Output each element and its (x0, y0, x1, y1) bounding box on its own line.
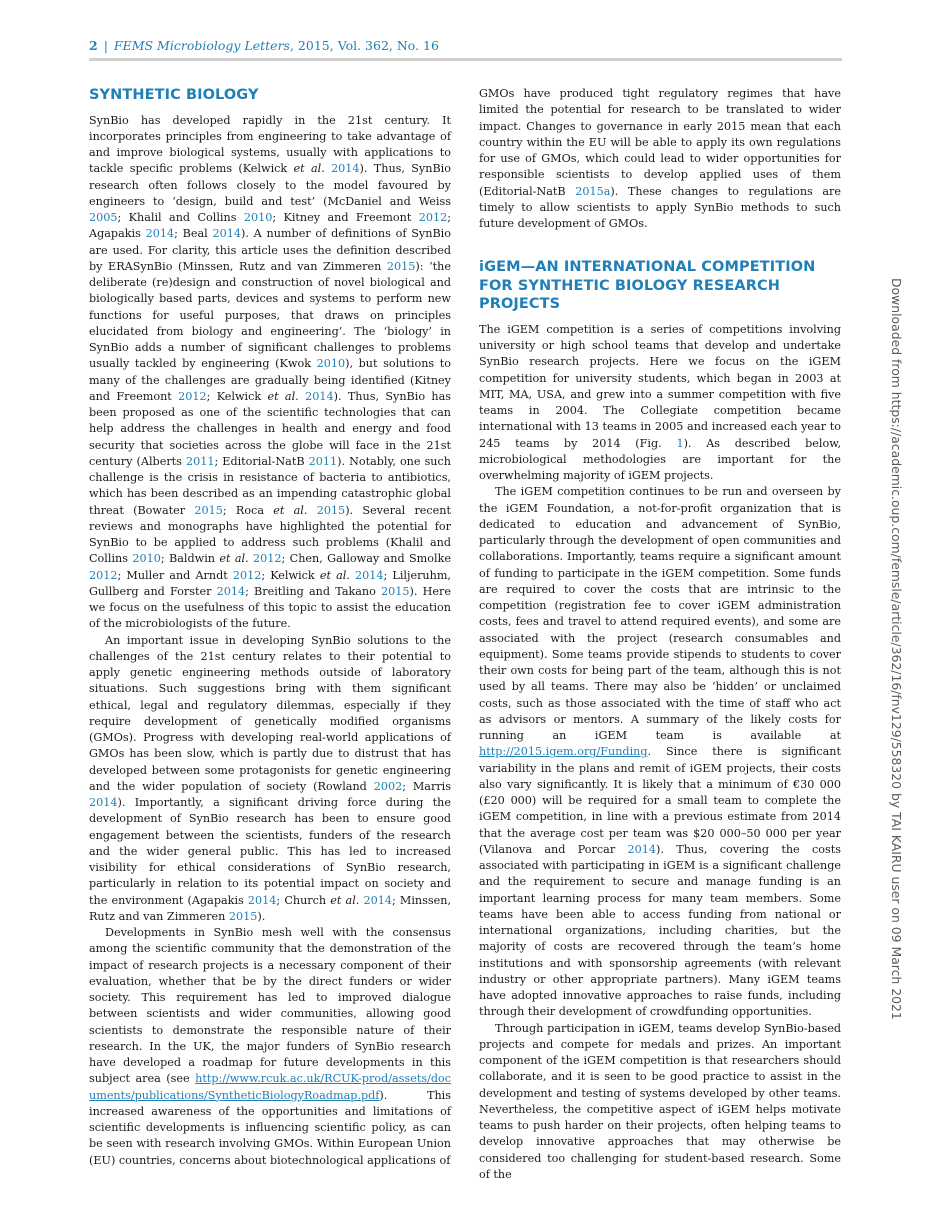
citation-link[interactable]: 2015 (381, 584, 410, 598)
paragraph: SynBio has developed rapidly in the 21st century. It incorporates principles from engineering to take advantage of and improve biological systems, usually with applications to tackle specific problems (Kelwick et al. 2014). Thus, SynBio research often follows closely to the model favoured by engineers to ‘design, build and test’ (McDaniel and Weiss 2005; Khalil and Collins 2010; Kitney and Freemont 2012; Agapakis 2014; Beal 2014). A number of definitions of SynBio are used. For clarity, this article uses the definition described by ERASynBio (Minssen, Rutz and van Zimmeren 2015): ‘the deliberate (re)design and construction of novel biological and biologically based parts, devices and systems to perform new functions for useful purposes, that draws on principles elucidated from biology and engineering’. The ‘biology’ in SynBio adds a number of significant challenges to problems usually tackled by engineering (Kwok 2010), but solutions to many of the challenges are gradually being identified (Kitney and Freemont 2012; Kelwick et al. 2014). Thus, SynBio has been proposed as one of the scientific technologies that can help address the challenges in health and energy and food security that societies across the globe will face in the 21st century (Alberts 2011; Editorial-NatB 2011). Notably, one such challenge is the crisis in resistance of bacteria to antibiotics, which has been described as an impending catastrophic global threat (Bowater 2015; Roca et al. 2015). Several recent reviews and monographs have highlighted the potential for SynBio to be applied to address such problems (Khalil and Collins 2010; Baldwin et al. 2012; Chen, Galloway and Smolke 2012; Muller and Arndt 2012; Kelwick et al. 2014; Liljeruhm, Gullberg and Forster 2014; Breitling and Takano 2015). Here we focus on the usefulness of this topic to assist the education of the microbiologists of the future. (89, 113, 452, 631)
journal-name: FEMS Microbiology Letters (113, 38, 290, 53)
paragraph: Through participation in iGEM, teams develop SynBio-based projects and compete for medals and prizes. An important component of the iGEM competition is that researchers should collaborate, and it is seen to be good practice to assist in the development and testing of systems developed by other teams. Nevertheless, the competitive aspect of iGEM helps motivate teams to push harder on their projects, often helping teams to develop innovative approaches that may otherwise be considered too challenging for student-based research. Some of the (479, 1021, 841, 1181)
citation-link[interactable]: 2014 (305, 389, 334, 403)
citation-link[interactable]: 2005 (89, 211, 118, 224)
section-heading-synthetic-biology: SYNTHETIC BIOLOGY (89, 87, 259, 103)
page-number: 2 (89, 38, 98, 53)
running-head (89, 38, 439, 53)
citation-link[interactable]: 2014 (331, 162, 360, 176)
download-note: Downloaded from https://academic.oup.com/femsle/article/362/16/fnv129/558320 by TAI KAIRU user on 09 March 2021 (889, 278, 904, 1020)
figure-link[interactable]: 1 (676, 436, 684, 450)
citation-link[interactable]: 2015a (575, 184, 611, 198)
citation-link[interactable]: 2014 (363, 893, 392, 907)
citation-link[interactable]: 2014 (627, 842, 656, 856)
citation-link[interactable]: 2011 (185, 454, 215, 468)
citation-link[interactable]: 2012 (232, 568, 262, 582)
citation-link[interactable]: 2010 (132, 552, 161, 566)
citation-link[interactable]: 2011 (308, 454, 338, 468)
citation-link[interactable]: 2012 (253, 552, 282, 566)
citation-link[interactable]: 2014 (212, 227, 241, 241)
citation-link[interactable]: 2014 (355, 568, 384, 582)
paragraph: An important issue in developing SynBio solutions to the challenges of the 21st century relates to their potential to apply genetic engineering methods outside of laboratory situations. Such suggestions bring with them significant ethical, legal and regulatory dilemmas, especially if they require development of genetically modified organisms (GMOs). Progress with developing real-world applications of GMOs has been slow, which is partly due to distrust that has developed between some protagonists for genetic engineering and the wider population of society (Rowland 2002; Marris 2014). Importantly, a significant driving force during the development of SynBio research has been to ensure good engagement between the scientists, funders of the research and the wider general public. This has led to increased visibility for ethical considerations of SynBio research, particularly in relation to its potential impact on society and the environment (Agapakis 2014; Church et al. 2014; Minssen, Rutz and van Zimmeren 2015). (89, 633, 452, 923)
paragraph: Developments in SynBio mesh well with the consensus among the scientific community that the demonstration of the impact of research projects is a necessary component of their evaluation, whether that be by the direct funders or wider society. This requirement has led to improved dialogue between scientists and wider communities, allowing good scientists to demonstrate the responsible nature of their research. In the UK, the major funders of SynBio research have developed a roadmap for future developments in this subject area (see http://www.rcuk.ac.uk/RCUK-prod/assets/documents/publications/SyntheticBiologyRoadmap.pdf). This increased awareness of the opportunities and limitations of scientific developments is influencing scientific policy, as can be seen with research involving GMOs. Within European Union (EU) countries, concerns about biotechnological applications of (89, 926, 451, 1167)
citation-link[interactable]: 2012 (178, 389, 207, 403)
section-heading-igem: iGEM—AN INTERNATIONAL COMPETITION FOR SYNTHETIC BIOLOGY RESEARCH PROJECTS (479, 259, 816, 313)
citation-link[interactable]: 2012 (418, 211, 448, 224)
citation-link[interactable]: 2015 (194, 503, 223, 517)
citation-link[interactable]: 2014 (216, 584, 246, 598)
right-column (479, 86, 841, 1183)
paragraph: GMOs have produced tight regulatory regimes that have limited the potential for research to be translated to wider impact. Changes to governance in early 2015 mean that each country within the EU will be able to apply its own regulations for use of GMOs, which could lead to wider opportunities for responsible scientists to develop applied uses of them (Editorial-NatB 2015a). These changes to regulations are timely to allow scientists to apply SynBio methods to such future development of GMOs. (479, 87, 841, 230)
citation-link[interactable]: 2014 (89, 796, 118, 809)
paragraph: The iGEM competition continues to be run and overseen by the iGEM Foundation, a not-for-profit organization that is dedicated to education and advancement of SynBio, particularly through the development of open communities and collaborations. Importantly, teams require a significant amount of funding to participate in the iGEM competition. Some funds are required to cover the costs that are intrinsic to the competition (registration fee to cover iGEM administration costs, fees and travel to attend required events), and some are associated with the project (research consumables and equipment). Some teams provide stipends to students to cover their own costs for being part of the team, although this is not used by all teams. There may also be ‘hidden’ or unclaimed costs, such as those associated with the time of staff who act as advisors or mentors. A summary of the likely costs for running an iGEM team is available at http://2015.igem.org/Funding. Since there is significant variability in the plans and remit of iGEM projects, their costs also vary significantly. It is likely that a minimum of €30 000 (£20 000) will be required for a small team to complete the iGEM competition, in line with a previous estimate from 2014 that the average cost per team was $20 000–50 000 per year (Vilanova and Porcar 2014). Thus, covering the costs associated with participating in iGEM is a significant challenge and the requirement to secure and manage funding is an important learning process for many team members. Some teams have been able to access funding from national or international organizations, including charities, but the majority of costs are recovered through the team’s home institutions and with sponsorship agreements (with relevant industry or other appropriate partners). Many iGEM teams have adopted innovative approaches to raise funds, including through their development of crowdfunding opportunities. (479, 485, 841, 1019)
citation-link[interactable]: 2010 (316, 357, 346, 371)
citation-link[interactable]: 2014 (145, 227, 175, 241)
citation-link[interactable]: 2015 (316, 503, 346, 517)
header-rule (89, 58, 842, 61)
header-separator: | (103, 38, 108, 53)
citation-link[interactable]: 2012 (89, 568, 118, 582)
download-sidebar (888, 278, 908, 1020)
paragraph: The iGEM competition is a series of competitions involving university or high school teams that develop and undertake SynBio research projects. Here we focus on the iGEM competition for university students, which began in 2003 at MIT, MA, USA, and grew into a summer competition with five teams in 2004. The Collegiate competition became international with 13 teams in 2005 and increased each year to 245 teams by 2014 (Fig. 1). As described below, microbiological methodologies are important for the overwhelming majority of iGEM projects. (479, 322, 841, 482)
citation-link[interactable]: 2015 (228, 909, 258, 923)
citation-link[interactable]: 2014 (247, 893, 277, 907)
citation-link[interactable]: 2002 (373, 779, 403, 793)
volume-info: , 2015, Vol. 362, No. 16 (289, 38, 439, 53)
rcuk-roadmap-link[interactable]: http://www.rcuk.ac.uk/RCUK-prod/assets/documents/publications/SyntheticBiologyRoadmap.pdf (89, 1072, 451, 1102)
left-column (89, 86, 451, 1169)
citation-link[interactable]: 2015 (386, 259, 416, 273)
citation-link[interactable]: 2010 (243, 211, 273, 224)
igem-funding-link[interactable]: http://2015.igem.org/Funding (479, 745, 648, 759)
